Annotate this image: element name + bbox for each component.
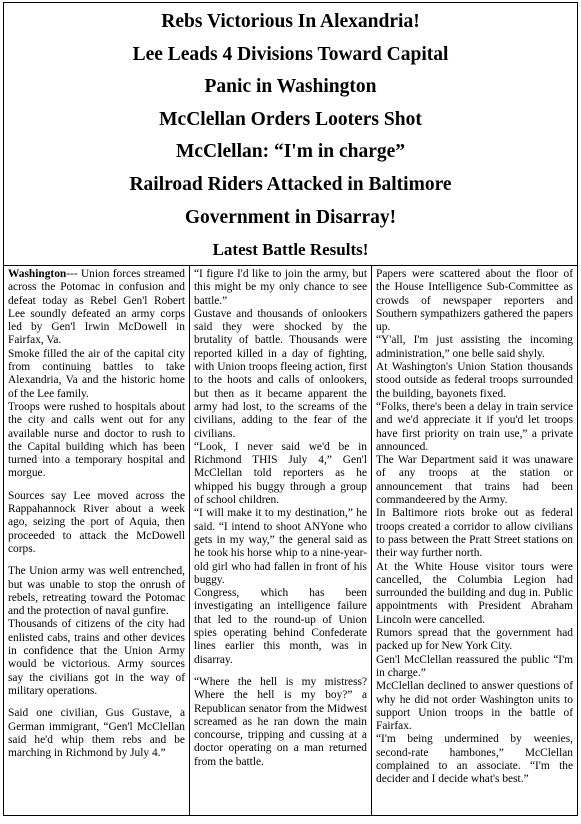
article-paragraph: “I will make it to my destination,” he said. “I intend to shoot ANYone who gets in my way,” the general said as he took his horse whip to a nine-year-old girl who had fallen in front of his buggy. bbox=[194, 507, 367, 586]
article-paragraph: The Union army was well entrenched, but was unable to stop the onrush of rebels, retreating toward the Potomac and the protection of naval gunfire. bbox=[8, 565, 185, 618]
dateline: Washington bbox=[8, 268, 67, 280]
article-paragraph: Gustave and thousands of onlookers said they were shocked by the brutality of battle. Thousands were reported killed in a day of fighting, with Union troops fleeing action, first to the hoots and calls of onlookers, but then as it became apparent the army had lost, to the screams of the civilians, adding to the fear of the civilians. bbox=[194, 307, 367, 440]
article-paragraph: Sources say Lee moved across the Rappahannock River about a week ago, seizing the port of Aquia, then proceeded to attack the McDowell corps. bbox=[8, 489, 185, 555]
article-paragraph: “Where the hell is my mistress? Where the hell is my boy?” a Republican senator from the Midwest screamed as he ran down the main concourse, tripping and cussing at a doctor operating on a man returned from the battle. bbox=[194, 675, 367, 768]
article-paragraph: At the White House visitor tours were cancelled, the Columbia Legion had surrounded the building and dug in. Public appointments with President Abraham Lincoln were cancelled. bbox=[376, 560, 573, 626]
article-paragraph: Gen'l McClellan reassured the public “I'm in charge.” bbox=[376, 653, 573, 679]
dateline-separator: --- bbox=[66, 268, 78, 280]
headline-block bbox=[4, 3, 577, 266]
article-paragraph: In Baltimore riots broke out as federal troops created a corridor to allow civilians to pass between the Pratt Street stations on their way further north. bbox=[376, 507, 573, 560]
article-paragraph: “Look, I never said we'd be in Richmond THIS July 4,” Gen'l McClellan told reporters as he whipped his buggy through a group of school children. bbox=[194, 440, 367, 507]
headline-panic: Panic in Washington bbox=[204, 76, 377, 98]
headline-in-charge: McClellan: “I'm in charge” bbox=[175, 141, 406, 163]
headline-battle-results: Latest Battle Results! bbox=[212, 240, 369, 260]
article-paragraph: Thousands of citizens of the city had enlisted cabs, trains and other devices in confidence that the Union Army would be victorious. Army sources say the civilians got in the way of military operations. bbox=[8, 618, 185, 697]
newspaper-page bbox=[3, 2, 578, 816]
article-paragraph: Papers were scattered about the floor of the House Intelligence Sub-Committee as crowds of newspaper reporters and Southern sympathizers gathered the papers up. bbox=[376, 268, 573, 334]
headline-alexandria: Rebs Victorious In Alexandria! bbox=[161, 11, 420, 32]
article-columns bbox=[4, 266, 577, 815]
article-paragraph: The War Department said it was unaware of any troops at the station or announcement that trains had been commandeered by the Army. bbox=[376, 454, 573, 507]
article-paragraph: Smoke filled the air of the capital city from continuing battles to take Alexandria, Va and the historic home of the Lee family. bbox=[8, 347, 185, 400]
headline-baltimore: Railroad Riders Attacked in Baltimore bbox=[129, 173, 452, 195]
article-paragraph: Said one civilian, Gus Gustave, a German immigrant, “Gen'l McClellan said he'd whip them rebs and be marching in Richmond by July 4.” bbox=[8, 707, 185, 760]
article-column-1 bbox=[4, 266, 190, 815]
article-paragraph: Congress, which has been investigating an intelligence failure that led to the round-up of Union spies operating behind Confederate lines earlier this month, was in disarray. bbox=[194, 587, 367, 666]
article-text: Union forces streamed across the Potomac in confusion and defeat today as Rebel Gen'l Robert Lee soundly defeated an army corps led by Gen'l Irwin McDowell in Fairfax, Va. bbox=[8, 268, 185, 347]
article-paragraph: “I'm being undermined by weenies, second-rate hambones,” McClellan complained to an associate. “I'm the decider and I decide what's best.” bbox=[376, 733, 573, 786]
article-paragraph: “Folks, there's been a delay in train service and we'd appreciate it if you'd let troops have first priority on train use,” a private announced. bbox=[376, 400, 573, 453]
article-paragraph: Troops were rushed to hospitals about the city and calls went out for any available nurse and doctor to rush to the Capital building which has been turned into a temporary hospital and morgue. bbox=[8, 400, 185, 480]
article-paragraph: At Washington's Union Station thousands stood outside as federal troops surrounded the building, bayonets fixed. bbox=[376, 361, 573, 400]
article-paragraph bbox=[8, 268, 185, 348]
headline-lee-leads: Lee Leads 4 Divisions Toward Capital bbox=[132, 43, 449, 65]
article-paragraph: Rumors spread that the government had packed up for New York City. bbox=[376, 627, 573, 653]
article-column-3 bbox=[372, 266, 577, 815]
article-paragraph: “I figure I'd like to join the army, but this might be my only chance to see battle.” bbox=[194, 268, 367, 307]
headline-looters: McClellan Orders Looters Shot bbox=[159, 108, 422, 130]
headline-disarray: Government in Disarray! bbox=[184, 206, 397, 228]
article-paragraph: “Y'all, I'm just assisting the incoming administration,” one belle said shyly. bbox=[376, 334, 573, 360]
article-paragraph: McClellan declined to answer questions of why he did not order Washington units to support Union troops in the battle of Fairfax. bbox=[376, 680, 573, 733]
article-column-2 bbox=[190, 266, 372, 815]
